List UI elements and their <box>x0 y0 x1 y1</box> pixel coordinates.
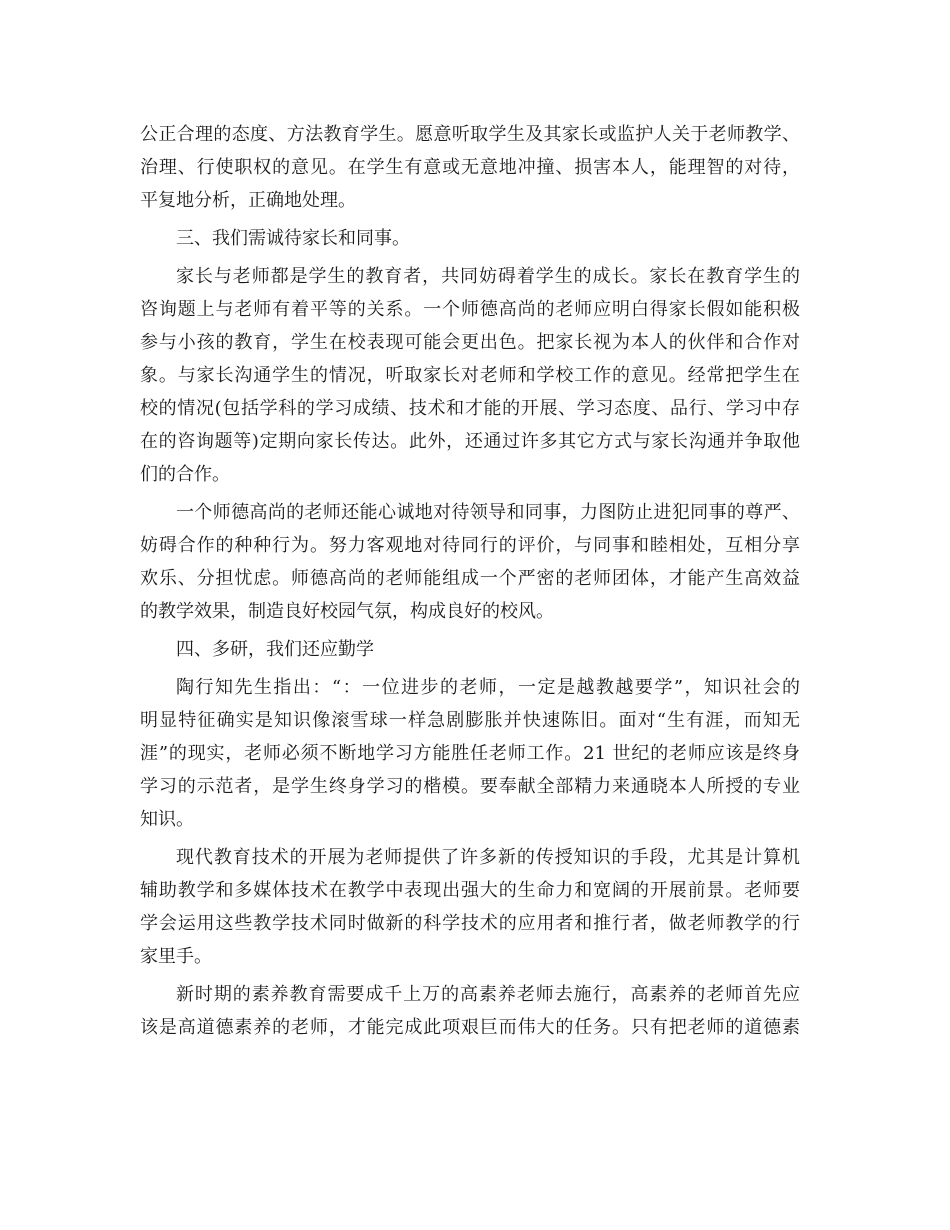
text-line: 平复地分析，正确地处理。 <box>140 190 356 211</box>
text-line: 该是高道德素养的老师，才能完成此项艰巨而伟大的任务。只有把老师的道德素 <box>140 1017 800 1038</box>
text-line: 学会运用这些教学技术同时做新的科学技术的应用者和推行者，做老师教学的行 <box>140 913 800 934</box>
text-line: 妨碍合作的种种行为。努力客观地对待同行的评价，与同事和睦相处，互相分享 <box>140 535 800 556</box>
text-line: 学习的示范者，是学生终身学习的楷模。要奉献全部精力来通晓本人所授的专业 <box>140 776 800 797</box>
document-body <box>140 118 800 1044</box>
text-line: 涯”的现实，老师必须不断地学习方能胜任老师工作。21 世纪的老师应该是终身 <box>140 743 800 764</box>
text-line: 的教学效果，制造良好校园气氛，构成良好的校风。 <box>140 601 554 622</box>
text-line: 四、多研，我们还应勤学 <box>176 639 374 660</box>
text-line: 校的情况(包括学科的学习成绩、技术和才能的开展、学习态度、品行、学习中存 <box>140 398 800 419</box>
text-line: 咨询题上与老师有着平等的关系。一个师德高尚的老师应明白得家长假如能积极 <box>140 299 800 320</box>
text-line: 在的咨询题等)定期向家长传达。此外，还通过许多其它方式与家长沟通并争取他 <box>140 431 800 452</box>
text-line: 三、我们需诚待家长和同事。 <box>176 228 410 249</box>
text-line: 家长与老师都是学生的教育者，共同妨碍着学生的成长。家长在教育学生的 <box>176 266 800 287</box>
text-line: 参与小孩的教育，学生在校表现可能会更出色。把家长视为本人的伙伴和合作对 <box>140 332 800 353</box>
text-line: 象。与家长沟通学生的情况，听取家长对老师和学校工作的意见。经常把学生在 <box>140 365 800 386</box>
text-line: 公正合理的态度、方法教育学生。愿意听取学生及其家长或监护人关于老师教学、 <box>140 124 800 145</box>
text-line: 们的合作。 <box>140 464 230 485</box>
text-line: 现代教育技术的开展为老师提供了许多新的传授知识的手段，尤其是计算机 <box>176 847 800 868</box>
text-line: 陶行知先生指出：“：一位进步的老师，一定是越教越要学”，知识社会的 <box>176 677 800 698</box>
text-line: 明显特征确实是知识像滚雪球一样急剧膨胀并快速陈旧。面对“生有涯，而知无 <box>140 710 800 731</box>
text-line: 新时期的素养教育需要成千上万的高素养老师去施行，高素养的老师首先应 <box>176 984 800 1005</box>
text-line: 家里手。 <box>140 946 212 967</box>
text-line: 治理、行使职权的意见。在学生有意或无意地冲撞、损害本人，能理智的对待， <box>140 157 800 178</box>
text-line: 辅助教学和多媒体技术在教学中表现出强大的生命力和宽阔的开展前景。老师要 <box>140 880 800 901</box>
text-line: 欢乐、分担忧虑。师德高尚的老师能组成一个严密的老师团体，才能产生高效益 <box>140 568 800 589</box>
text-line: 知识。 <box>140 809 194 830</box>
text-line: 一个师德高尚的老师还能心诚地对待领导和同事，力图防止进犯同事的尊严、 <box>176 502 800 523</box>
